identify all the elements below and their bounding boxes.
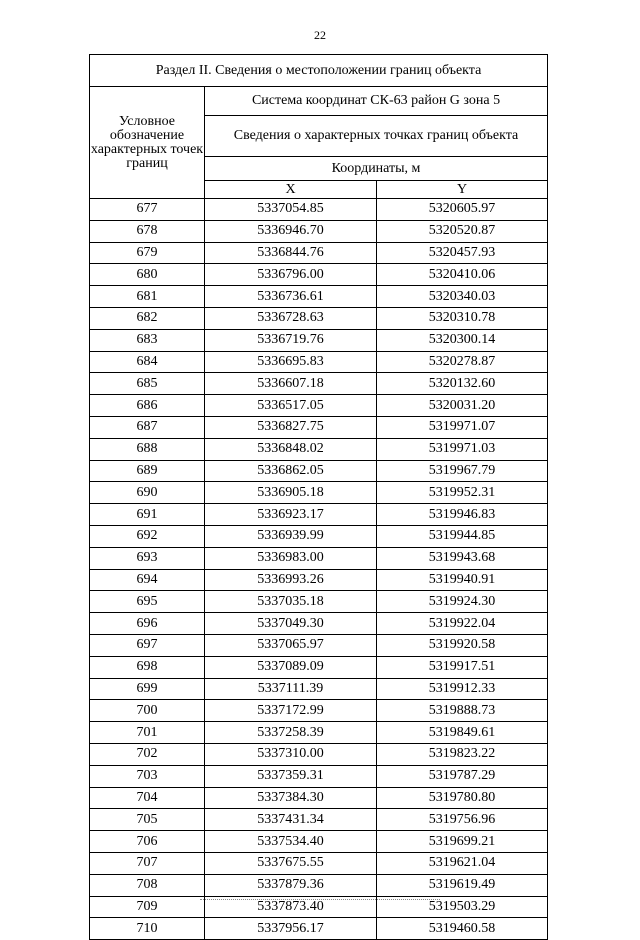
- table-row: [90, 569, 548, 591]
- x-coordinate-cell: 5336607.18: [205, 373, 377, 395]
- y-coordinate-cell: 5319460.58: [377, 918, 548, 940]
- y-coordinate-cell: 5320457.93: [377, 242, 548, 264]
- point-number-cell: 679: [90, 242, 205, 264]
- point-number-cell: 708: [90, 874, 205, 896]
- table-row: [90, 700, 548, 722]
- coordinates-header: Координаты, м: [205, 157, 548, 181]
- y-coordinate-cell: 5320310.78: [377, 307, 548, 329]
- x-coordinate-cell: 5337089.09: [205, 656, 377, 678]
- point-number-cell: 700: [90, 700, 205, 722]
- point-number-cell: 702: [90, 743, 205, 765]
- table-row: [90, 264, 548, 286]
- point-number-cell: 695: [90, 591, 205, 613]
- point-number-cell: 688: [90, 438, 205, 460]
- table-row: [90, 852, 548, 874]
- table-row: [90, 591, 548, 613]
- x-coordinate-cell: 5337359.31: [205, 765, 377, 787]
- y-coordinate-cell: 5319920.58: [377, 634, 548, 656]
- point-number-cell: 677: [90, 199, 205, 221]
- point-number-cell: 701: [90, 722, 205, 744]
- x-coordinate-cell: 5336983.00: [205, 547, 377, 569]
- y-coordinate-cell: 5320605.97: [377, 199, 548, 221]
- y-coordinate-cell: 5320410.06: [377, 264, 548, 286]
- section-title-row: [90, 55, 548, 87]
- bottom-scan-mark: [200, 899, 440, 901]
- table-row: [90, 460, 548, 482]
- y-coordinate-cell: 5320031.20: [377, 395, 548, 417]
- point-number-cell: 703: [90, 765, 205, 787]
- table-row: [90, 765, 548, 787]
- y-coordinate-cell: 5319943.68: [377, 547, 548, 569]
- point-number-cell: 689: [90, 460, 205, 482]
- x-coordinate-cell: 5337065.97: [205, 634, 377, 656]
- y-coordinate-cell: 5319952.31: [377, 482, 548, 504]
- point-number-cell: 691: [90, 504, 205, 526]
- point-number-cell: 678: [90, 220, 205, 242]
- coordinates-table: [89, 54, 548, 940]
- table-row: [90, 482, 548, 504]
- x-coordinate-cell: 5336796.00: [205, 264, 377, 286]
- table-row: [90, 525, 548, 547]
- x-coordinate-cell: 5337310.00: [205, 743, 377, 765]
- table-row: [90, 787, 548, 809]
- point-number-cell: 706: [90, 831, 205, 853]
- x-coordinate-cell: 5336848.02: [205, 438, 377, 460]
- y-coordinate-cell: 5319971.07: [377, 416, 548, 438]
- table-row: [90, 547, 548, 569]
- coordinate-system: Система координат СК-63 район G зона 5: [205, 87, 548, 116]
- table-row: [90, 329, 548, 351]
- x-coordinate-cell: 5337675.55: [205, 852, 377, 874]
- x-coordinate-cell: 5337879.36: [205, 874, 377, 896]
- y-coordinate-cell: 5319621.04: [377, 852, 548, 874]
- point-number-cell: 682: [90, 307, 205, 329]
- table-row: [90, 373, 548, 395]
- x-coordinate-cell: 5336939.99: [205, 525, 377, 547]
- table-row: [90, 874, 548, 896]
- x-coordinate-cell: 5336736.61: [205, 286, 377, 308]
- y-coordinate-cell: 5319888.73: [377, 700, 548, 722]
- y-coordinate-cell: 5319780.80: [377, 787, 548, 809]
- table-row: [90, 504, 548, 526]
- x-coordinate-cell: 5337384.30: [205, 787, 377, 809]
- y-coordinate-cell: 5320132.60: [377, 373, 548, 395]
- y-column-header: Y: [377, 181, 548, 199]
- y-coordinate-cell: 5320300.14: [377, 329, 548, 351]
- y-coordinate-cell: 5319967.79: [377, 460, 548, 482]
- y-coordinate-cell: 5320340.03: [377, 286, 548, 308]
- point-number-cell: 707: [90, 852, 205, 874]
- point-number-cell: 683: [90, 329, 205, 351]
- point-number-cell: 693: [90, 547, 205, 569]
- x-coordinate-cell: 5337258.39: [205, 722, 377, 744]
- table-row: [90, 634, 548, 656]
- x-column-header: X: [205, 181, 377, 199]
- table-row: [90, 831, 548, 853]
- point-number-cell: 685: [90, 373, 205, 395]
- y-coordinate-cell: 5319971.03: [377, 438, 548, 460]
- y-coordinate-cell: 5319944.85: [377, 525, 548, 547]
- point-number-cell: 705: [90, 809, 205, 831]
- point-number-cell: 709: [90, 896, 205, 918]
- x-coordinate-cell: 5336728.63: [205, 307, 377, 329]
- y-coordinate-cell: 5319787.29: [377, 765, 548, 787]
- point-number-cell: 687: [90, 416, 205, 438]
- point-number-cell: 686: [90, 395, 205, 417]
- point-number-cell: 692: [90, 525, 205, 547]
- y-coordinate-cell: 5319924.30: [377, 591, 548, 613]
- y-coordinate-cell: 5319823.22: [377, 743, 548, 765]
- x-coordinate-cell: 5337054.85: [205, 199, 377, 221]
- section-title: Раздел II. Сведения о местоположении границ объекта: [90, 55, 548, 87]
- y-coordinate-cell: 5320520.87: [377, 220, 548, 242]
- page-number: 22: [314, 28, 326, 42]
- x-coordinate-cell: 5337111.39: [205, 678, 377, 700]
- table-row: [90, 416, 548, 438]
- x-coordinate-cell: 5336993.26: [205, 569, 377, 591]
- x-coordinate-cell: 5336517.05: [205, 395, 377, 417]
- points-description: Сведения о характерных точках границ объекта: [205, 116, 548, 157]
- x-coordinate-cell: 5336946.70: [205, 220, 377, 242]
- table-row: [90, 809, 548, 831]
- point-number-cell: 684: [90, 351, 205, 373]
- x-coordinate-cell: 5337956.17: [205, 918, 377, 940]
- table-row: [90, 351, 548, 373]
- y-coordinate-cell: 5319756.96: [377, 809, 548, 831]
- point-number-cell: 696: [90, 613, 205, 635]
- y-coordinate-cell: 5319503.29: [377, 896, 548, 918]
- coordinate-system-row: [90, 87, 548, 116]
- table-row: [90, 286, 548, 308]
- point-number-cell: 690: [90, 482, 205, 504]
- table-row: [90, 438, 548, 460]
- x-coordinate-cell: 5336844.76: [205, 242, 377, 264]
- point-number-cell: 697: [90, 634, 205, 656]
- table-row: [90, 613, 548, 635]
- x-coordinate-cell: 5337049.30: [205, 613, 377, 635]
- point-number-cell: 699: [90, 678, 205, 700]
- point-number-cell: 698: [90, 656, 205, 678]
- y-coordinate-cell: 5319619.49: [377, 874, 548, 896]
- x-coordinate-cell: 5337172.99: [205, 700, 377, 722]
- x-coordinate-cell: 5336719.76: [205, 329, 377, 351]
- y-coordinate-cell: 5319912.33: [377, 678, 548, 700]
- table-row: [90, 395, 548, 417]
- x-coordinate-cell: 5337873.40: [205, 896, 377, 918]
- y-coordinate-cell: 5319917.51: [377, 656, 548, 678]
- x-coordinate-cell: 5336905.18: [205, 482, 377, 504]
- x-coordinate-cell: 5336923.17: [205, 504, 377, 526]
- y-coordinate-cell: 5319946.83: [377, 504, 548, 526]
- x-coordinate-cell: 5336862.05: [205, 460, 377, 482]
- y-coordinate-cell: 5319849.61: [377, 722, 548, 744]
- x-coordinate-cell: 5336695.83: [205, 351, 377, 373]
- x-coordinate-cell: 5337431.34: [205, 809, 377, 831]
- y-coordinate-cell: 5319940.91: [377, 569, 548, 591]
- point-number-cell: 710: [90, 918, 205, 940]
- table-row: [90, 656, 548, 678]
- table-row: [90, 678, 548, 700]
- table-row: [90, 918, 548, 940]
- point-number-cell: 681: [90, 286, 205, 308]
- x-coordinate-cell: 5337534.40: [205, 831, 377, 853]
- point-number-cell: 680: [90, 264, 205, 286]
- point-number-cell: 704: [90, 787, 205, 809]
- table-row: [90, 743, 548, 765]
- point-number-cell: 694: [90, 569, 205, 591]
- x-coordinate-cell: 5336827.75: [205, 416, 377, 438]
- table-row: [90, 242, 548, 264]
- y-coordinate-cell: 5320278.87: [377, 351, 548, 373]
- y-coordinate-cell: 5319699.21: [377, 831, 548, 853]
- y-coordinate-cell: 5319922.04: [377, 613, 548, 635]
- table-row: [90, 220, 548, 242]
- x-coordinate-cell: 5337035.18: [205, 591, 377, 613]
- table-row: [90, 199, 548, 221]
- table-row: [90, 307, 548, 329]
- table-row: [90, 722, 548, 744]
- point-legend-header: Условное обозначение характерных точек границ: [90, 87, 205, 199]
